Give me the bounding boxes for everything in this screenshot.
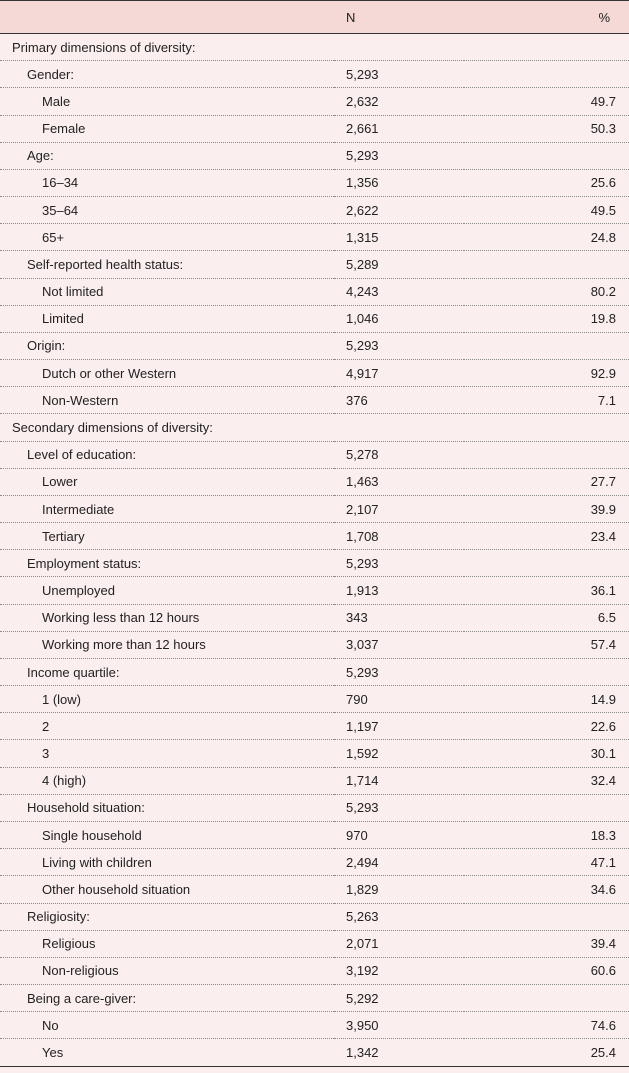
cell-pct: 36.1: [464, 577, 629, 604]
cell-pct: 57.4: [464, 631, 629, 658]
cell-n: 3,037: [334, 631, 464, 658]
cell-n: 5,293: [334, 658, 464, 685]
subcategory-label: 16–34: [0, 169, 334, 196]
table-row: [0, 414, 629, 441]
section-heading: Primary dimensions of diversity:: [0, 34, 334, 61]
subcategory-label: Intermediate: [0, 495, 334, 522]
cell-n: 5,293: [334, 142, 464, 169]
subcategory-label: 4 (high): [0, 767, 334, 794]
cell-n: 3,192: [334, 957, 464, 984]
header-pct: %: [464, 1, 629, 34]
table-row: [0, 441, 629, 468]
cell-n: 376: [334, 387, 464, 414]
cell-pct: 22.6: [464, 713, 629, 740]
cell-pct: 50.3: [464, 115, 629, 142]
table-row: [0, 468, 629, 495]
table-row: [0, 197, 629, 224]
subcategory-label: Non-religious: [0, 957, 334, 984]
cell-n: 4,243: [334, 278, 464, 305]
subcategory-label: 1 (low): [0, 686, 334, 713]
cell-n: 2,107: [334, 495, 464, 522]
cell-pct: 39.4: [464, 930, 629, 957]
subcategory-label: No: [0, 1012, 334, 1039]
cell-pct: 49.5: [464, 197, 629, 224]
subcategory-label: Lower: [0, 468, 334, 495]
cell-pct: [464, 985, 629, 1012]
subcategory-label: 2: [0, 713, 334, 740]
category-label: Employment status:: [0, 550, 334, 577]
category-label: Origin:: [0, 332, 334, 359]
cell-pct: [464, 441, 629, 468]
cell-n: 1,592: [334, 740, 464, 767]
subcategory-label: 3: [0, 740, 334, 767]
table-row: [0, 115, 629, 142]
table-row: [0, 332, 629, 359]
cell-n: 5,293: [334, 794, 464, 821]
table-row: [0, 577, 629, 604]
cell-n: [334, 414, 464, 441]
header-row: [0, 1, 629, 34]
cell-pct: 32.4: [464, 767, 629, 794]
cell-pct: 6.5: [464, 604, 629, 631]
cell-n: 4,917: [334, 360, 464, 387]
table-row: [0, 88, 629, 115]
table-row: [0, 821, 629, 848]
cell-pct: 24.8: [464, 224, 629, 251]
table-row: [0, 957, 629, 984]
table-row: [0, 169, 629, 196]
cell-pct: [464, 251, 629, 278]
cell-pct: 80.2: [464, 278, 629, 305]
subcategory-label: Living with children: [0, 849, 334, 876]
cell-n: 2,632: [334, 88, 464, 115]
cell-n: 1,342: [334, 1039, 464, 1066]
subcategory-label: Female: [0, 115, 334, 142]
table-row: [0, 686, 629, 713]
table-row: [0, 1012, 629, 1039]
subcategory-label: 35–64: [0, 197, 334, 224]
category-label: Gender:: [0, 61, 334, 88]
cell-pct: 92.9: [464, 360, 629, 387]
category-label: Being a care-giver:: [0, 985, 334, 1012]
cell-n: 3,950: [334, 1012, 464, 1039]
cell-n: 5,292: [334, 985, 464, 1012]
cell-n: 2,622: [334, 197, 464, 224]
cell-pct: [464, 550, 629, 577]
table-row: [0, 849, 629, 876]
cell-pct: 23.4: [464, 523, 629, 550]
subcategory-label: Yes: [0, 1039, 334, 1066]
cell-pct: 7.1: [464, 387, 629, 414]
cell-pct: 34.6: [464, 876, 629, 903]
subcategory-label: Dutch or other Western: [0, 360, 334, 387]
subcategory-label: Religious: [0, 930, 334, 957]
cell-n: 5,289: [334, 251, 464, 278]
subcategory-label: Limited: [0, 305, 334, 332]
cell-pct: 60.6: [464, 957, 629, 984]
table-row: [0, 740, 629, 767]
cell-n: 5,293: [334, 332, 464, 359]
section-heading: Secondary dimensions of diversity:: [0, 414, 334, 441]
table-row: [0, 495, 629, 522]
cell-n: 1,708: [334, 523, 464, 550]
category-label: Self-reported health status:: [0, 251, 334, 278]
table-row: [0, 713, 629, 740]
subcategory-label: Single household: [0, 821, 334, 848]
subcategory-label: Unemployed: [0, 577, 334, 604]
table-row: [0, 251, 629, 278]
cell-pct: 19.8: [464, 305, 629, 332]
cell-pct: 25.6: [464, 169, 629, 196]
cell-n: 1,829: [334, 876, 464, 903]
cell-pct: 18.3: [464, 821, 629, 848]
subcategory-label: Tertiary: [0, 523, 334, 550]
subcategory-label: Not limited: [0, 278, 334, 305]
category-label: Age:: [0, 142, 334, 169]
cell-pct: 25.4: [464, 1039, 629, 1066]
cell-pct: 30.1: [464, 740, 629, 767]
table-row: [0, 387, 629, 414]
table-row: [0, 278, 629, 305]
cell-pct: 74.6: [464, 1012, 629, 1039]
cell-n: [334, 34, 464, 61]
category-label: Level of education:: [0, 441, 334, 468]
table-row: [0, 224, 629, 251]
cell-pct: [464, 34, 629, 61]
cell-pct: [464, 142, 629, 169]
cell-pct: [464, 61, 629, 88]
cell-pct: 49.7: [464, 88, 629, 115]
subcategory-label: Male: [0, 88, 334, 115]
cell-pct: [464, 658, 629, 685]
table-row: [0, 34, 629, 61]
category-label: Religiosity:: [0, 903, 334, 930]
cell-n: 1,197: [334, 713, 464, 740]
table-row: [0, 1039, 629, 1066]
cell-n: 5,278: [334, 441, 464, 468]
subcategory-label: Non-Western: [0, 387, 334, 414]
cell-pct: [464, 332, 629, 359]
table-row: [0, 631, 629, 658]
subcategory-label: 65+: [0, 224, 334, 251]
table-row: [0, 658, 629, 685]
table-row: [0, 142, 629, 169]
cell-pct: 47.1: [464, 849, 629, 876]
cell-n: 1,356: [334, 169, 464, 196]
table-row: [0, 794, 629, 821]
cell-n: 2,494: [334, 849, 464, 876]
cell-n: 1,046: [334, 305, 464, 332]
table-row: [0, 305, 629, 332]
table-row: [0, 903, 629, 930]
cell-pct: [464, 903, 629, 930]
cell-pct: 14.9: [464, 686, 629, 713]
cell-n: 5,263: [334, 903, 464, 930]
table-header: [0, 1, 629, 34]
cell-pct: 27.7: [464, 468, 629, 495]
cell-n: 1,315: [334, 224, 464, 251]
subcategory-label: Working less than 12 hours: [0, 604, 334, 631]
cell-n: 343: [334, 604, 464, 631]
subcategory-label: Working more than 12 hours: [0, 631, 334, 658]
cell-pct: 39.9: [464, 495, 629, 522]
table-body: [0, 34, 629, 1067]
table-row: [0, 523, 629, 550]
cell-n: 1,714: [334, 767, 464, 794]
cell-n: 1,463: [334, 468, 464, 495]
cell-n: 1,913: [334, 577, 464, 604]
cell-n: 2,661: [334, 115, 464, 142]
header-label: [0, 1, 334, 34]
table-row: [0, 360, 629, 387]
cell-n: 5,293: [334, 61, 464, 88]
category-label: Income quartile:: [0, 658, 334, 685]
table-row: [0, 767, 629, 794]
cell-pct: [464, 794, 629, 821]
table-row: [0, 930, 629, 957]
cell-pct: [464, 414, 629, 441]
cell-n: 790: [334, 686, 464, 713]
cell-n: 970: [334, 821, 464, 848]
table-row: [0, 604, 629, 631]
header-n: N: [334, 1, 464, 34]
subcategory-label: Other household situation: [0, 876, 334, 903]
table-row: [0, 550, 629, 577]
table-row: [0, 876, 629, 903]
category-label: Household situation:: [0, 794, 334, 821]
cell-n: 5,293: [334, 550, 464, 577]
table-row: [0, 985, 629, 1012]
cell-n: 2,071: [334, 930, 464, 957]
table-row: [0, 61, 629, 88]
